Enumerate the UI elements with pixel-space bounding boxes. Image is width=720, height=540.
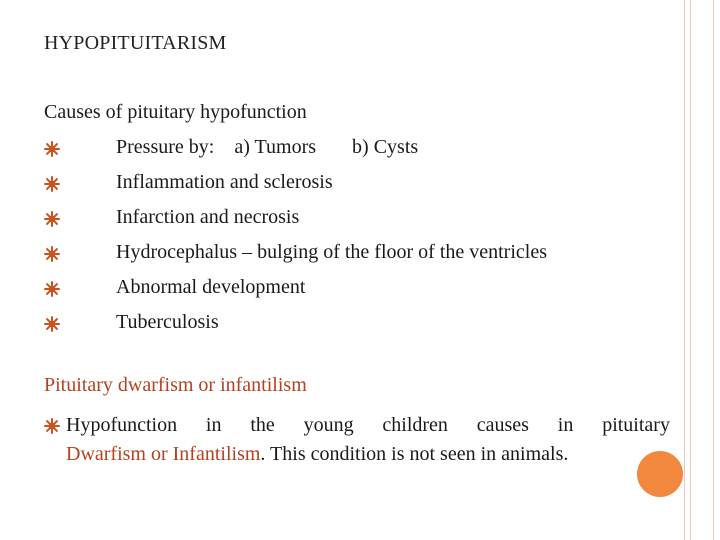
sunburst-bullet-icon bbox=[44, 246, 60, 262]
list-item bbox=[44, 276, 664, 311]
paragraph-line bbox=[66, 440, 670, 469]
sunburst-bullet-icon bbox=[44, 211, 60, 227]
list-item-label: Inflammation and sclerosis bbox=[116, 171, 333, 193]
list-item bbox=[44, 311, 664, 346]
highlight-text: Dwarfism or Infantilism bbox=[66, 443, 261, 465]
list-item-subitem: a) Tumors bbox=[234, 136, 317, 158]
causes-list bbox=[44, 136, 664, 346]
list-item bbox=[44, 206, 664, 241]
list-item-subitem: b) Cysts bbox=[352, 136, 419, 158]
word: children bbox=[382, 414, 448, 436]
orange-circle-decoration bbox=[637, 451, 683, 497]
list-item-label: Tuberculosis bbox=[116, 311, 219, 333]
list-item bbox=[44, 171, 664, 206]
word: pituitary bbox=[602, 414, 670, 436]
word: Hypofunction bbox=[66, 414, 178, 436]
sunburst-bullet-icon bbox=[44, 418, 60, 434]
list-item-label: Hydrocephalus – bulging of the floor of the ventricles bbox=[116, 241, 547, 263]
list-item-label: Abnormal development bbox=[116, 276, 306, 298]
sunburst-bullet-icon bbox=[44, 281, 60, 297]
border-line bbox=[684, 0, 685, 540]
list-item-text bbox=[116, 136, 418, 159]
sunburst-bullet-icon bbox=[44, 141, 60, 157]
paragraph-line bbox=[66, 411, 670, 440]
slide-title: HYPOPITUITARISM bbox=[44, 32, 227, 54]
section-heading-dwarfism: Pituitary dwarfism or infantilism bbox=[44, 374, 307, 396]
word: causes bbox=[476, 414, 529, 436]
word: in bbox=[205, 414, 222, 436]
dwarfism-paragraph bbox=[44, 411, 670, 469]
list-item-label: Pressure by: bbox=[116, 136, 215, 158]
list-item bbox=[44, 241, 664, 276]
border-line bbox=[690, 0, 691, 540]
section-heading-causes: Causes of pituitary hypofunction bbox=[44, 101, 307, 123]
border-line bbox=[713, 0, 714, 540]
word: in bbox=[557, 414, 574, 436]
word: the bbox=[250, 414, 275, 436]
sunburst-bullet-icon bbox=[44, 316, 60, 332]
list-item-label: Infarction and necrosis bbox=[116, 206, 300, 228]
word: young bbox=[303, 414, 354, 436]
list-item bbox=[44, 136, 664, 171]
sunburst-bullet-icon bbox=[44, 176, 60, 192]
paragraph-text: . This condition is not seen in animals. bbox=[260, 443, 569, 465]
